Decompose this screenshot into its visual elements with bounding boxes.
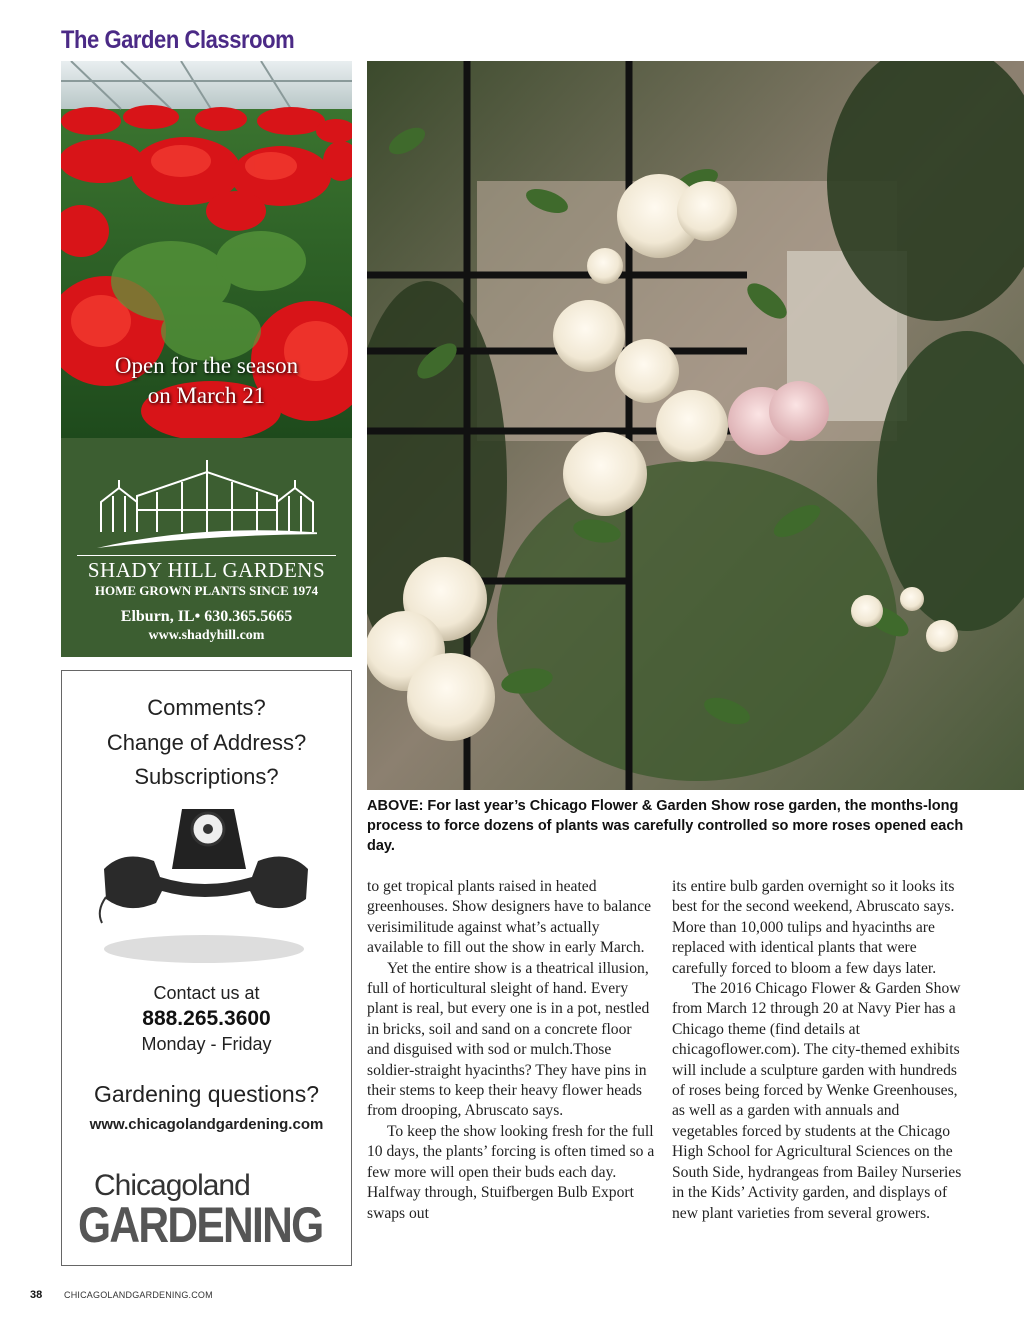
ad-headline-line1: Open for the season — [114, 353, 299, 378]
cg-brand-bottom: GARDENING — [78, 1197, 323, 1253]
chicagoland-ad — [61, 670, 352, 1266]
cg-change-address: Change of Address? — [106, 730, 307, 755]
ad-brand-panel — [61, 438, 352, 657]
photo-caption: ABOVE: For last year’s Chicago Flower & Garden Show rose garden, the months-long process to force dozens of plants was carefully controlled so more roses opened each day. — [367, 798, 964, 854]
paragraph: The 2016 Chicago Flower & Garden Show from March 12 through 20 at Navy Pier has a Chicago theme (find details at chicagoflower.com). The city-themed exhibits will include a sculpture garden with hundreds of roses being forced by Wenke Greenhouses, as well as a garden with annuals and vegetables forced by students at the Chicago High School for Agricultural Sciences on the South Side, hydrangeas from Bailey Nurseries in the Kids’ Activity garden, and displays of new plant varieties from several growers. — [672, 980, 962, 1222]
footer-site: CHICAGOLANDGARDENING.COM — [64, 1290, 213, 1300]
cg-website[interactable]: www.chicagolandgardening.com — [89, 1116, 324, 1133]
paragraph: Yet the entire show is a theatrical illusion, full of horticultural sleight of hand. Every plant is real, but every one is in a pot, nestled in bricks, soil and sand on a concrete floor and disguised with sod or mulch.Those soldier-straight hyacinths? They have pins in their stems to keep their heavy flower heads from drooping, Abruscato says. — [367, 959, 650, 1120]
ad-headline — [61, 351, 352, 411]
ad-headline-line2: on March 21 — [147, 383, 266, 408]
ad-divider — [77, 555, 336, 556]
cg-hours: Monday - Friday — [141, 1034, 272, 1054]
paragraph: To keep the show looking fresh for the full 10 days, the plants’ forcing is often timed so a few more will open their buds each day. Halfway through, Stuifbergen Bulb Export swaps out — [367, 1122, 655, 1222]
rose-trellis-photo — [367, 61, 1024, 790]
cg-phone-number: 888.265.3600 — [142, 1007, 271, 1030]
article-column-1 — [367, 877, 657, 1224]
ad-location-phone: Elburn, IL• 630.365.5665 — [120, 608, 293, 625]
article-column-2 — [672, 877, 962, 1224]
ad-tagline: HOME GROWN PLANTS SINCE 1974 — [94, 583, 319, 598]
section-title: The Garden Classroom — [61, 26, 295, 54]
cg-comments: Comments? — [147, 695, 266, 720]
cg-gardening-questions: Gardening questions? — [93, 1081, 320, 1107]
shady-hill-ad — [61, 61, 352, 657]
cg-subscriptions: Subscriptions? — [134, 764, 279, 789]
paragraph: its entire bulb garden overnight so it looks its best for the second weekend, Abruscato says. More than 10,000 tulips and hyacinths are replaced with identical plants that were carefully forced to bloom a few days later. — [672, 878, 955, 977]
ad-company-name: SHADY HILL GARDENS — [87, 558, 326, 582]
ad-website[interactable]: www.shadyhill.com — [148, 628, 265, 643]
page-number: 38 — [30, 1289, 43, 1301]
telephone-icon — [84, 799, 324, 974]
cg-contact-label: Contact us at — [153, 983, 260, 1003]
greenhouse-logo-icon — [97, 452, 317, 557]
cg-brand-top: Chicagoland — [94, 1169, 250, 1202]
paragraph: to get tropical plants raised in heated greenhouses. Show designers have to balance verisimilitude against what’s actually available to fill out the show in early March. — [367, 878, 652, 957]
